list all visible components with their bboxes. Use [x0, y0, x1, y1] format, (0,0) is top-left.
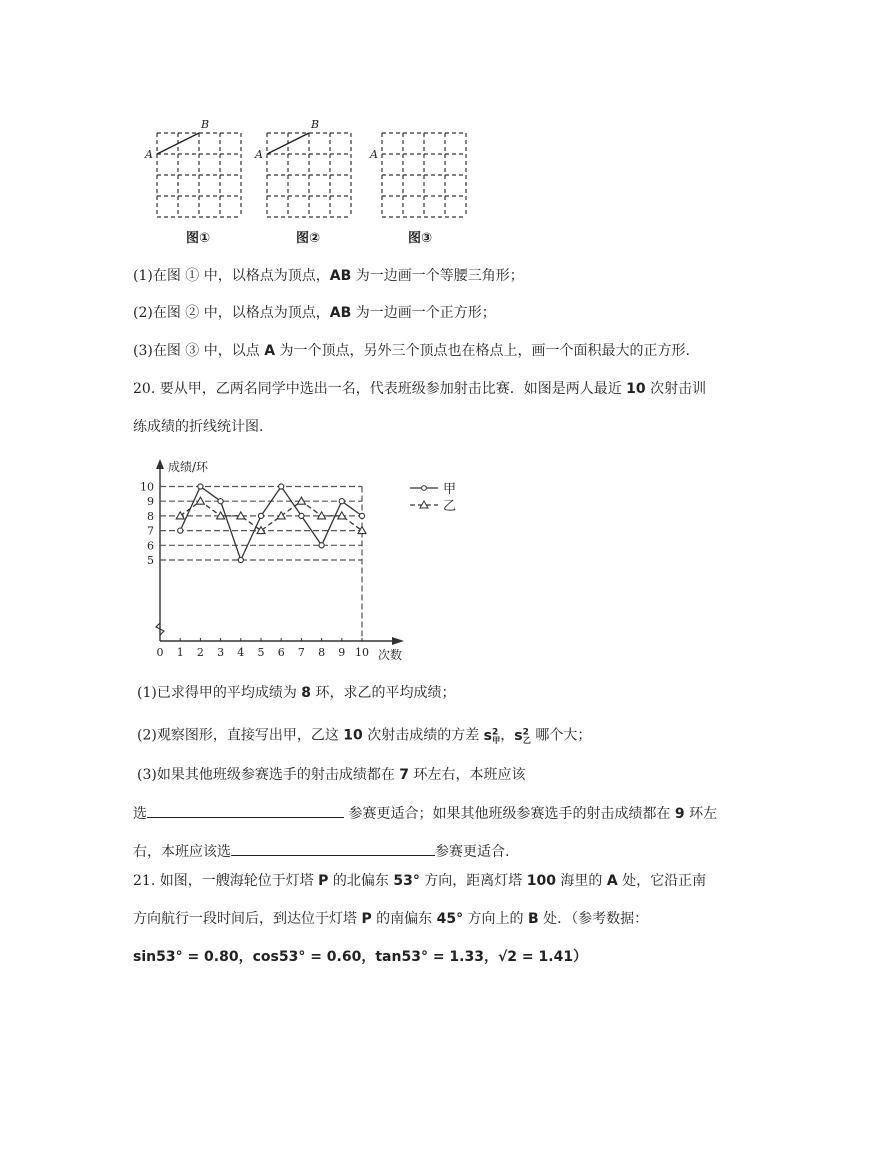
- x-tick-label: 2: [196, 646, 204, 659]
- q20-line-1: 20. 要从甲，乙两名同学中选出一名，代表班级参加射击比赛．如图是两人最近 10 次射击训: [133, 381, 707, 397]
- x-axis-arrow: [392, 637, 404, 645]
- q20-part-3: (3)如果其他班级参赛选手的射击成绩都在 7 环左右，本班应该: [137, 767, 526, 783]
- q20-part-1: (1)已求得甲的平均成绩为 8 环，求乙的平均成绩；: [137, 685, 456, 701]
- y-tick-label: 10: [140, 480, 154, 494]
- series-jia-point: [218, 499, 223, 504]
- series-jia-point: [359, 513, 364, 518]
- x-tick-label: 10: [355, 646, 369, 659]
- figure-3-caption: 图③: [408, 231, 433, 246]
- x-tick-label: 9: [338, 646, 346, 659]
- x-tick-label: 1: [176, 646, 184, 659]
- answer-blank-1[interactable]: [147, 803, 344, 818]
- y-tick-label: 5: [147, 554, 154, 567]
- q21-reference-data: sin53° = 0.80，cos53° = 0.60，tan53° = 1.33，√2 = 1.41）: [133, 949, 588, 965]
- series-jia-point: [238, 557, 243, 562]
- point-a-label: A: [370, 148, 378, 161]
- x-tick-label: 3: [217, 646, 225, 659]
- point-a-label: A: [255, 148, 263, 161]
- grid-figure-2: [250, 115, 365, 225]
- y-tick-label: 6: [147, 539, 154, 553]
- y-axis-label: 成绩/环: [168, 460, 209, 474]
- series-jia-point: [319, 543, 324, 548]
- q20-part-2: (2)观察图形，直接写出甲，乙这 10 次射击成绩的方差 $s^2_甲$，$s^2_乙$ 哪个大；: [137, 727, 592, 746]
- legend-jia-marker: [422, 486, 427, 491]
- y-tick-label: 7: [147, 524, 154, 538]
- q21-line-1: 21. 如图，一艘海轮位于灯塔 P 的北偏东 53° 方向，距离灯塔 100 海里的 A 处，它沿正南: [133, 873, 707, 889]
- figure-2-caption: 图②: [296, 231, 321, 246]
- series-jia-point: [339, 499, 344, 504]
- q21-line-2: 方向航行一段时间后，到达位于灯塔 P 的南偏东 45° 方向上的 B 处．（参考数据：: [133, 911, 649, 927]
- x-tick-label: 8: [318, 646, 326, 659]
- point-b-label: B: [311, 118, 320, 131]
- q19-part-3: (3)在图 ③ 中，以点 A 为一个顶点，另外三个顶点也在格点上，画一个面积最大的正方形.: [133, 343, 690, 359]
- grid-figure-3: [365, 115, 480, 225]
- legend-jia-label: 甲: [443, 482, 457, 497]
- grid-figure-1: [140, 115, 255, 225]
- shooting-score-line-chart: [140, 455, 480, 670]
- q19-part-1: (1)在图 ① 中，以格点为顶点，AB 为一边画一个等腰三角形；: [133, 268, 524, 284]
- x-tick-label: 4: [237, 646, 245, 659]
- y-axis-arrow: [156, 459, 164, 469]
- x-tick-label: 6: [277, 646, 285, 659]
- variance-yi: $s^2_乙$: [514, 727, 531, 746]
- series-jia-point: [279, 484, 284, 489]
- answer-blank-2[interactable]: [231, 841, 435, 856]
- y-tick-label: 8: [147, 509, 154, 523]
- q19-part-2: (2)在图 ② 中，以格点为顶点，AB 为一边画一个正方形；: [133, 305, 496, 321]
- series-jia-point: [299, 513, 304, 518]
- legend-yi-label: 乙: [443, 499, 457, 514]
- x-tick-label: 7: [297, 646, 305, 659]
- point-a-label: A: [145, 148, 153, 161]
- series-jia-point: [198, 484, 203, 489]
- series-jia-point: [178, 528, 183, 533]
- point-b-label: B: [201, 118, 210, 131]
- x-tick-label: 5: [257, 646, 265, 659]
- q20-part-3-line-3: 右，本班应该选 参赛更适合.: [133, 841, 509, 862]
- variance-jia: $s^2_甲$: [483, 727, 501, 746]
- q20-line-2: 练成绩的折线统计图.: [133, 419, 264, 435]
- x-axis-label: 次数: [378, 648, 403, 662]
- x-tick-label: 0: [156, 646, 164, 659]
- figure-1-caption: 图①: [186, 231, 211, 246]
- series-jia-point: [258, 513, 263, 518]
- q20-part-3-line-2: 选 参赛更适合；如果其他班级参赛选手的射击成绩都在 9 环左: [133, 803, 717, 824]
- y-tick-label: 9: [147, 495, 154, 509]
